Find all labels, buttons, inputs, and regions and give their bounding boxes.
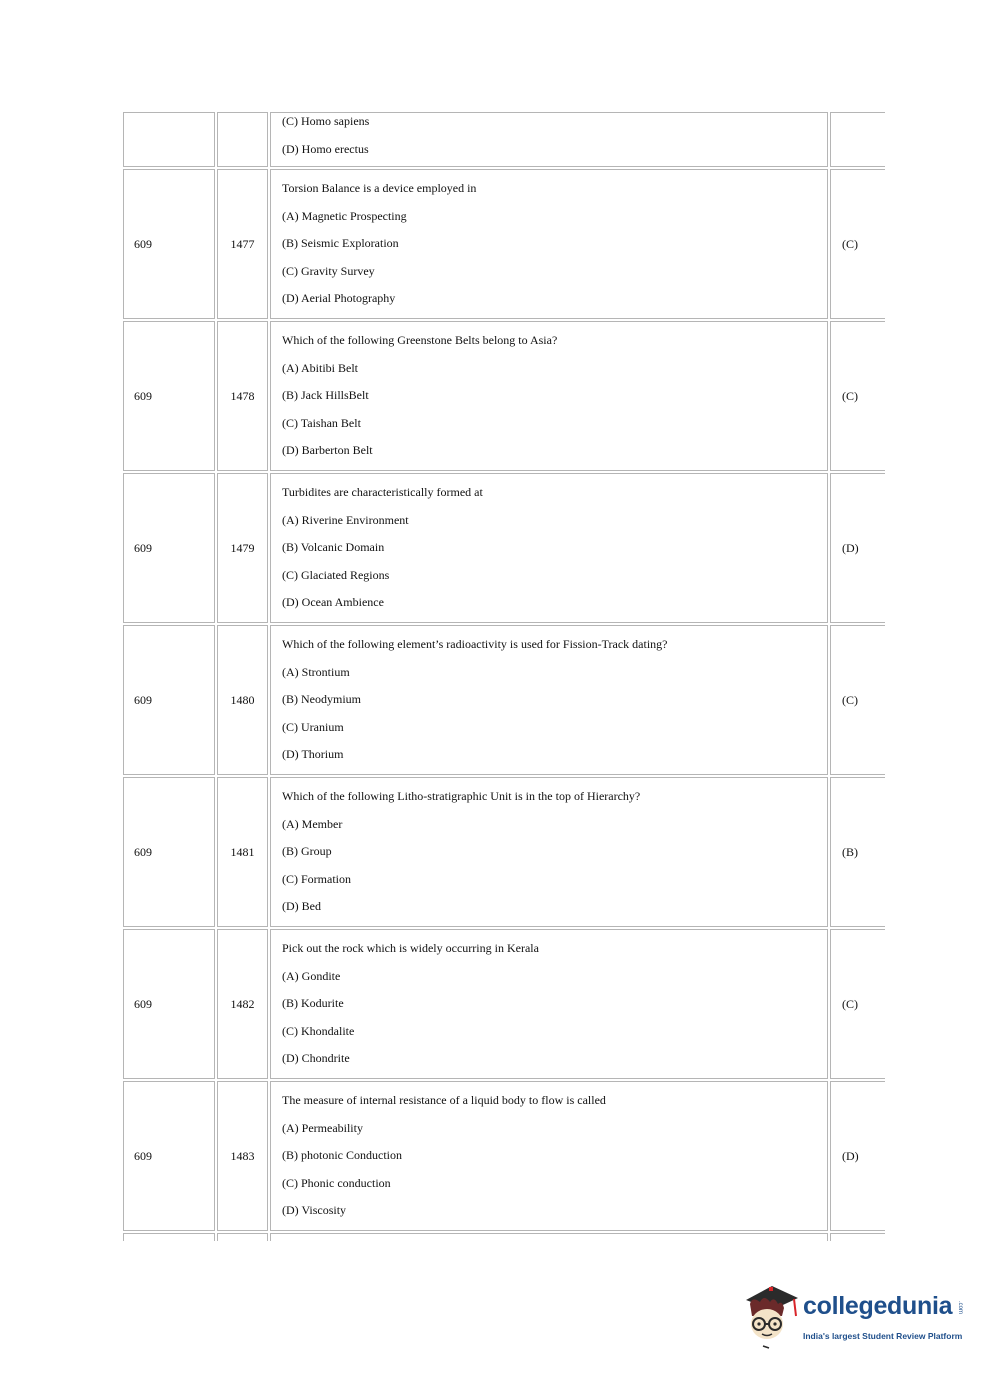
question-text-cell	[270, 929, 828, 1079]
answer-option: (D) Chondrite	[282, 1051, 350, 1066]
question-number-cell	[217, 112, 268, 167]
logo-tagline: India's largest Student Review Platform	[803, 1331, 963, 1341]
question-row	[123, 112, 885, 167]
answer-option: (B) Group	[282, 844, 332, 859]
answer-key-cell: (C)	[830, 169, 885, 319]
answer-option: (A) Strontium	[282, 664, 350, 679]
question-text-cell	[270, 321, 828, 471]
answer-option: (D) Thorium	[282, 747, 344, 762]
question-stem: Which of the following Greenstone Belts belong to Asia?	[282, 333, 558, 348]
answer-option: (A) Permeability	[282, 1120, 363, 1135]
question-number-cell: 1479	[217, 473, 268, 623]
question-row	[123, 929, 885, 1079]
question-row	[123, 1081, 885, 1231]
answer-option: (B) photonic Conduction	[282, 1148, 402, 1163]
question-row	[123, 473, 885, 623]
question-stem: Turbidites are characteristically formed at	[282, 485, 483, 500]
answer-option: (A) Gondite	[282, 968, 341, 983]
answer-option: (D) Ocean Ambience	[282, 595, 384, 610]
paper-code-cell: 609	[123, 169, 215, 319]
answer-option: (C) Homo sapiens	[282, 114, 370, 128]
answer-option: (B) Neodymium	[282, 692, 361, 707]
question-row	[123, 169, 885, 319]
mascot-graduation-cap-icon	[742, 1282, 802, 1350]
question-row	[123, 625, 885, 775]
paper-code-cell	[123, 112, 215, 167]
question-table-page	[123, 110, 885, 1241]
answer-option: (A) Magnetic Prospecting	[282, 208, 407, 223]
question-text-cell	[270, 112, 828, 167]
paper-code-cell: 609	[123, 929, 215, 1079]
question-stem: The measure of internal resistance of a liquid body to flow is called	[282, 1093, 606, 1108]
answer-option: (D) Barberton Belt	[282, 443, 373, 458]
question-text-cell	[270, 625, 828, 775]
paper-code-cell: 609	[123, 473, 215, 623]
question-text-cell	[270, 473, 828, 623]
answer-key-cell: (D)	[830, 473, 885, 623]
answer-option: (B) Jack HillsBelt	[282, 388, 369, 403]
answer-option: (C) Khondalite	[282, 1023, 355, 1038]
question-stem: Which of the following element’s radioactivity is used for Fission-Track dating?	[282, 637, 668, 652]
question-stem: Pick out the rock which is widely occurring in Kerala	[282, 941, 539, 956]
question-row	[123, 321, 885, 471]
answer-option: (C) Phonic conduction	[282, 1175, 391, 1190]
answer-option: (C) Taishan Belt	[282, 415, 361, 430]
question-number-cell: 1478	[217, 321, 268, 471]
question-stem: Which of the following Litho-stratigraphic Unit is in the top of Hierarchy?	[282, 789, 641, 804]
answer-option: (C) Formation	[282, 871, 351, 886]
answer-option: (A) Abitibi Belt	[282, 360, 358, 375]
empty-cell	[217, 1233, 268, 1241]
answer-option: (C) Glaciated Regions	[282, 567, 390, 582]
answer-option: (C) Gravity Survey	[282, 263, 375, 278]
answer-option: (B) Volcanic Domain	[282, 540, 385, 555]
paper-code-cell: 609	[123, 777, 215, 927]
answer-option: (D) Homo erectus	[282, 141, 369, 156]
paper-code-cell: 609	[123, 321, 215, 471]
answer-option: (B) Kodurite	[282, 996, 344, 1011]
question-number-cell: 1480	[217, 625, 268, 775]
answer-key-cell: (B)	[830, 777, 885, 927]
answer-option: (A) Riverine Environment	[282, 512, 409, 527]
answer-key-cell: (C)	[830, 625, 885, 775]
answer-key-cell: (C)	[830, 321, 885, 471]
answer-option: (B) Seismic Exploration	[282, 236, 399, 251]
collegedunia-logo[interactable]	[742, 1282, 972, 1350]
empty-cell	[830, 1233, 885, 1241]
answer-option: (D) Viscosity	[282, 1203, 347, 1218]
question-text-cell	[270, 169, 828, 319]
answer-key-cell: (D)	[830, 1081, 885, 1231]
question-row	[123, 777, 885, 927]
empty-cell	[270, 1233, 828, 1241]
paper-code-cell: 609	[123, 625, 215, 775]
question-number-cell: 1482	[217, 929, 268, 1079]
paper-code-cell: 609	[123, 1081, 215, 1231]
answer-option: (A) Member	[282, 816, 343, 831]
answer-option: (D) Bed	[282, 899, 321, 914]
question-text-cell	[270, 777, 828, 927]
answer-option: (C) Uranium	[282, 719, 344, 734]
logo-brand-name: collegedunia	[803, 1292, 953, 1320]
answer-key-cell	[830, 112, 885, 167]
question-number-cell: 1483	[217, 1081, 268, 1231]
empty-cell	[123, 1233, 215, 1241]
question-stem: Torsion Balance is a device employed in	[282, 181, 477, 196]
question-text-cell	[270, 1081, 828, 1231]
question-number-cell: 1477	[217, 169, 268, 319]
logo-domain-suffix: .com	[957, 1301, 963, 1315]
answer-option: (D) Aerial Photography	[282, 291, 396, 306]
question-number-cell: 1481	[217, 777, 268, 927]
question-table	[123, 110, 885, 1241]
question-row	[123, 1233, 885, 1241]
answer-key-cell: (C)	[830, 929, 885, 1079]
